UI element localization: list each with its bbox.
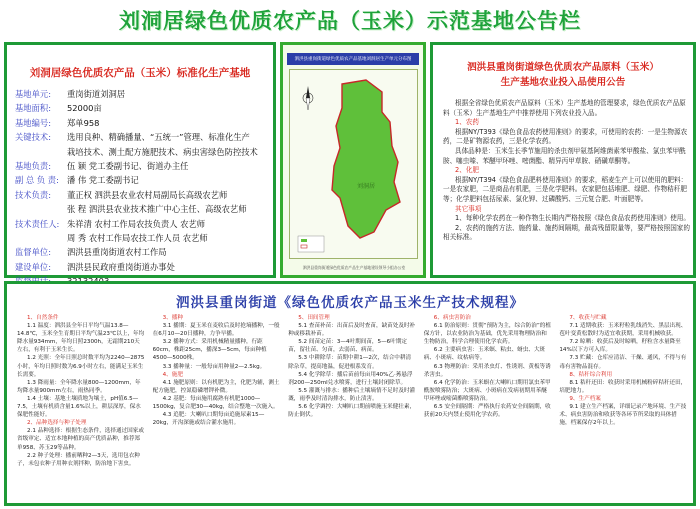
main-title: 刘洞居绿色优质农产品（玉米）示范基地公告栏 (119, 9, 581, 33)
info-label: 关键技术: (15, 132, 51, 143)
info-row (15, 130, 273, 144)
regulation-paragraph: 7.1 适期收获：玉米籽粒乳线消失、黑层出现、苞叶变黄松散时为适宜收获期，采用机械收获。 (559, 323, 687, 338)
info-value: 选用良种、精确播量、“五统一”管理、标准化生产 (67, 132, 250, 143)
regulation-paragraph: 2.1 品种选择：根据生态条件，选择通过国家或省级审定、适宜本地种植的高产优质品种，推荐郑单958、苏玉29等品种。 (17, 428, 144, 451)
regulation-column (424, 314, 552, 502)
regulation-paragraph: 4.3 追肥：大喇叭口期每亩追施尿素15—20kg，开沟深施或结合灌水施用。 (152, 412, 265, 427)
map-footer: 泗洪县重岗街道绿色优质农产品生产基地建设领导小组办公室 (302, 265, 406, 270)
info-label (15, 202, 67, 216)
regulation-paragraph: 6.3 物理防治：采用杀虫灯、性诱剂、黄板等诱杀害虫。 (423, 363, 551, 378)
notice-subheading: 2、化肥 (455, 166, 479, 175)
regulation-subheading: 3、播种 (162, 315, 183, 321)
regulation-paragraph: 1.3 降雨量：全年降水量800—1200mm，年均降水量900mm左右，雨热同季。 (17, 379, 141, 394)
regulation-subheading: 4、施肥 (162, 371, 183, 378)
info-row (15, 116, 273, 130)
map-header: 泗洪县重岗街道绿色优质农产品基地刘洞居生产单元分布图 (287, 53, 419, 65)
inputs-notice-body (443, 99, 690, 243)
base-info-list (15, 87, 273, 289)
notice-paragraph: 根据NY/T393《绿色食品农药使用准则》的要求，可使用的农药：一是生物源农药，二是矿物源农药，三是化学农药。 (443, 127, 688, 146)
info-row (15, 87, 273, 101)
regulation-paragraph: 5.3 中耕除草：苗期中耕1—2次，结合中耕清除杂草，提高地温，促进根系发育。 (288, 355, 412, 370)
tech-regulation-panel (4, 281, 696, 506)
regulation-paragraph: 7.2 晾晒：收获后及时晾晒，籽粒含水量降至14%以下方可入库。 (559, 339, 681, 354)
regulation-subheading: 9、生产档案 (569, 395, 601, 402)
info-row (15, 245, 273, 259)
info-row (15, 231, 273, 245)
notice-paragraph: 具体品种是：玉米生长季节施用的杀虫剂甲氨基阿维菌素苯甲酸盐、氯虫苯甲酰胺、噻虫嗪、苯醚甲环唑、嘧菌酯、精异丙甲草胺、硝磺草酮等。 (443, 146, 686, 165)
regulation-paragraph: 4.2 基肥：每亩施用腐熟有机肥1000—1500kg，复合肥30—40kg，结合整地一次施入。 (152, 395, 279, 411)
info-value: 52000亩 (67, 103, 102, 114)
base-info-title: 刘洞居绿色优质农产品（玉米）标准化生产基地 (29, 67, 251, 79)
notice-paragraph: 2、农药的施药方法、施药量、施药间隔期，最高残留限量等，要严格按照国家的相关标准。 (443, 223, 690, 242)
map-frame (289, 69, 418, 259)
info-value: 朱祥清 农村工作局农技负责人 农艺师 (67, 218, 206, 229)
legend-box (298, 236, 324, 252)
info-label (15, 231, 67, 245)
inputs-notice-title (433, 60, 693, 90)
notice-paragraph: 根据NY/T394《绿色食品肥料使用准则》的要求，稻麦生产上可以使用的肥料：一是农家肥，二是商品有机肥，三是化学肥料。农家肥包括堆肥、绿肥、作物秸秆肥等；化学肥料包括尿素、氯化钾、过磷酸钙、三元复合肥、叶面肥等。 (443, 175, 688, 203)
regulation-paragraph: 3.1 播期：夏玉米在麦收后及时抢墒播种，一般在6月10—20日播种，力争早播。 (152, 323, 280, 338)
regulation-paragraph: 1.4 土壤：基地土壤质地为壤土，pH值6.5—7.5，土壤有机质含量1.6%以上，耕层深厚，保水保肥性能好。 (17, 395, 141, 419)
info-row (15, 188, 273, 202)
regulation-paragraph: 4.1 施肥原则：以有机肥为主，化肥为辅，测土配方施肥，控氮稳磷增钾补微。 (152, 379, 280, 394)
regulation-paragraph: 1.2 光照：全年日照总时数平均为2240—2875小时，年均日照时数为6.9小时左右，能满足玉米生长需要。 (17, 355, 145, 378)
regulation-paragraph: 5.1 查苗补苗：出苗后及时查苗，缺苗处及时补种或移栽补苗。 (288, 323, 416, 338)
regulation-paragraph: 6.2 主要病虫害：玉米螟、粘虫、蚜虫、大斑病、小斑病、纹枯病等。 (423, 347, 546, 362)
info-label: 基地负责: (15, 161, 51, 172)
info-value: 伍 颖 党工委副书记、街道办主任 (67, 161, 189, 172)
regulation-subheading: 1、自然条件 (27, 315, 59, 321)
regulation-subheading: 8、秸秆综合利用 (569, 371, 613, 378)
regulation-subheading: 6、病虫害防治 (433, 315, 471, 321)
regulation-paragraph: 3.3 播种量：一般每亩用种量2—2.5kg。 (162, 363, 266, 370)
info-label: 技术责任人: (15, 218, 60, 229)
info-row (15, 173, 273, 187)
regulation-paragraph: 5.2 间苗定苗：3—4叶期间苗，5—6叶期定苗，留壮苗、匀苗，去弱苗、病苗。 (288, 339, 408, 354)
regulation-column (559, 314, 687, 502)
regulation-column (288, 314, 416, 502)
notice-paragraph: 1、每种化学农药在一种作物生长期内严格按照《绿色食品农药使用准则》使用。 (455, 214, 690, 223)
info-row (15, 217, 273, 231)
info-label: 基地面积: (15, 103, 51, 114)
distribution-map (290, 70, 417, 258)
info-value: 泗洪县重岗街道农村工作局 (67, 247, 167, 258)
regulation-paragraph: 5.5 灌溉与排水：播种后土壤墒情不足时及时灌溉，雨季及时清沟排水，防止渍害。 (288, 387, 416, 402)
tech-regulation-columns (17, 314, 687, 502)
regulation-column (153, 314, 281, 502)
regulation-subheading: 2、品种选择与种子处理 (27, 420, 87, 427)
regulation-paragraph: 2.2 种子处理：播前晒种2—3天，选用包衣种子，未包衣种子用种衣剂拌种，防治地下害虫。 (17, 452, 140, 467)
notice-subheading: 其它事项 (455, 204, 482, 213)
info-value: 张 程 泗洪县农业技术推广中心主任、高级农艺师 (67, 204, 247, 215)
info-label: 建设单位: (15, 261, 51, 272)
info-value: 周 秀 农村工作局农技工作人员 农艺师 (67, 233, 208, 244)
info-label (15, 145, 67, 159)
inputs-notice-panel (430, 42, 696, 278)
base-info-panel (4, 42, 276, 278)
regulation-paragraph: 7.3 贮藏：仓库应清洁、干燥、通风，不得与有毒有害物品混存。 (559, 355, 687, 370)
info-row (15, 101, 273, 115)
info-value: 栽培技术、测土配方施肥技术、病虫害绿色防控技术 (67, 146, 258, 157)
map-region-label: 刘洞居 (356, 183, 376, 190)
regulation-column (17, 314, 145, 502)
notice-subheading: 1、农药 (455, 118, 479, 127)
regulation-paragraph: 8.1 秸秆还田：收获时采用机械粉碎秸秆还田，培肥地力。 (559, 379, 687, 394)
regulation-paragraph: 6.1 防治原则：贯彻“预防为主，综合防治”的植保方针，以农业防治为基础，优先采用物理防治和生物防治，科学合理使用化学农药。 (423, 323, 551, 346)
info-label: 技术负责: (15, 189, 51, 200)
tech-regulation-title: 泗洪县重岗街道《绿色优质农产品玉米生产技术规程》 (176, 295, 524, 311)
regulation-paragraph: 9.1 建立生产档案，详细记录产地环境、生产技术、病虫害防治和收获等各环节所采取的具体措施，档案保存2年以上。 (559, 404, 687, 427)
regulation-paragraph: 6.4 化学防治：玉米螟在大喇叭口期用氯虫苯甲酰胺喷雾防治；大斑病、小斑病在发病初期用苯醚甲环唑或嘧菌酯喷雾防治。 (423, 379, 551, 402)
info-row (15, 260, 273, 274)
info-row (15, 159, 273, 173)
inputs-notice-title-line1: 泗洪县重岗街道绿色优质农产品原料（玉米） (467, 62, 659, 73)
compass-rose (303, 86, 313, 110)
info-label: 监督单位: (15, 247, 51, 258)
regulation-subheading: 5、田间管理 (298, 315, 330, 321)
info-value: 重岗街道刘洞居 (67, 89, 126, 99)
info-label: 基地编号: (15, 117, 51, 128)
info-value: 董正权 泗洪县农业农村局副局长高级农艺师 (67, 189, 228, 200)
info-label: 基地单元: (15, 89, 51, 99)
info-row (15, 202, 273, 216)
info-label: 副 总 负 责: (15, 175, 59, 186)
info-value: 郑单958 (67, 117, 100, 128)
regulation-paragraph: 5.4 化学除草：播后苗前每亩用40%乙·莠悬浮剂200—250ml兑水喷雾，进行土壤封闭除草。 (288, 371, 413, 386)
map-panel (280, 42, 426, 278)
inputs-notice-title-line2: 生产基地农业投入品使用公告 (500, 77, 626, 88)
regulation-paragraph: 1.1 温度：泗洪县全年日平均气温13.8—14.8℃，玉米全生育期日平均气温23℃以上，年均降水量934mm，年均日照2300h，无霜期210天左右，有利于玉米生长。 (17, 323, 145, 354)
info-row (15, 145, 273, 159)
notice-paragraph: 根据全省绿色优质农产品原料（玉米）生产基地的管理要求，绿色优质农产品原料（玉米）生产基地生产中推荐使用下列农业投入品。 (443, 99, 686, 117)
regulation-paragraph: 3.2 播种方式：采用机械精量播种，行距60cm，株距25cm，播深3—5cm，每亩种植4500—5000株。 (152, 339, 267, 362)
info-value: 潘 伟 党工委副书记 (67, 175, 139, 186)
regulation-paragraph: 6.5 安全间隔期：严格执行农药安全间隔期，收获前20天内禁止使用化学农药。 (423, 404, 551, 419)
info-value: 泗洪县民政府重岗街道办事处 (67, 261, 175, 272)
regulation-subheading: 7、收获与贮藏 (569, 315, 607, 321)
village-region (332, 80, 400, 238)
regulation-paragraph: 5.6 化学调控：大喇叭口期前喷施玉米健壮素，防止倒伏。 (288, 404, 416, 419)
